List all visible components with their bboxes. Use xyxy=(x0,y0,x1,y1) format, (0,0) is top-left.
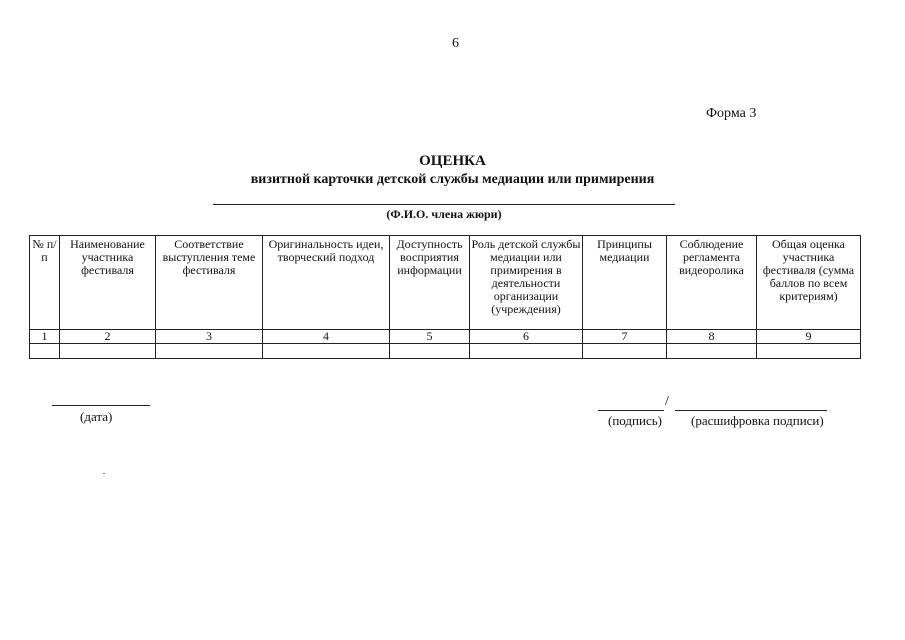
signature-line xyxy=(598,410,664,411)
empty-cell xyxy=(390,344,470,359)
form-label: Форма 3 xyxy=(706,106,757,121)
empty-cell xyxy=(757,344,861,359)
header-cell: Доступность восприятия информации xyxy=(390,236,470,330)
column-number-cell: 2 xyxy=(60,330,156,344)
header-cell: Принципы медиации xyxy=(583,236,667,330)
empty-cell xyxy=(30,344,60,359)
jury-name-caption: (Ф.И.О. члена жюри) xyxy=(386,207,502,221)
signature-decode-line xyxy=(675,410,827,411)
column-number-cell: 3 xyxy=(156,330,263,344)
header-cell: Соблюдение регламента видеоролика xyxy=(667,236,757,330)
column-number-cell: 4 xyxy=(263,330,390,344)
column-number-cell: 5 xyxy=(390,330,470,344)
empty-cell xyxy=(470,344,583,359)
header-cell: Соответствие выступления теме фестиваля xyxy=(156,236,263,330)
jury-name-line xyxy=(213,204,675,205)
header-cell: № п/п xyxy=(30,236,60,330)
empty-cell xyxy=(583,344,667,359)
column-number-cell: 1 xyxy=(30,330,60,344)
document-subtitle: визитной карточки детской службы медиации или примирения xyxy=(250,172,655,187)
empty-cell xyxy=(667,344,757,359)
header-cell: Оригинальность идеи, творческий подход xyxy=(263,236,390,330)
scan-speck xyxy=(103,473,105,474)
signature-caption: (подпись) xyxy=(608,413,662,428)
score-table xyxy=(29,235,861,359)
empty-cell xyxy=(263,344,390,359)
signature-slash: / xyxy=(665,394,669,409)
date-caption: (дата) xyxy=(80,409,113,424)
empty-cell xyxy=(60,344,156,359)
empty-data-row xyxy=(30,344,861,359)
page-number: 6 xyxy=(452,36,459,51)
column-number-cell: 6 xyxy=(470,330,583,344)
header-cell: Роль детской службы медиации или примирения в деятельности организации (учреждения) xyxy=(470,236,583,330)
empty-cell xyxy=(156,344,263,359)
column-number-cell: 7 xyxy=(583,330,667,344)
header-cell: Общая оценка участника фестиваля (сумма баллов по всем критериям) xyxy=(757,236,861,330)
document-title: ОЦЕНКА xyxy=(419,153,486,169)
header-row xyxy=(30,236,861,330)
column-number-cell: 8 xyxy=(667,330,757,344)
column-number-row xyxy=(30,330,861,344)
column-number-cell: 9 xyxy=(757,330,861,344)
date-line xyxy=(52,405,150,406)
signature-decode-caption: (расшифровка подписи) xyxy=(691,413,824,428)
header-cell: Наименование участника фестиваля xyxy=(60,236,156,330)
